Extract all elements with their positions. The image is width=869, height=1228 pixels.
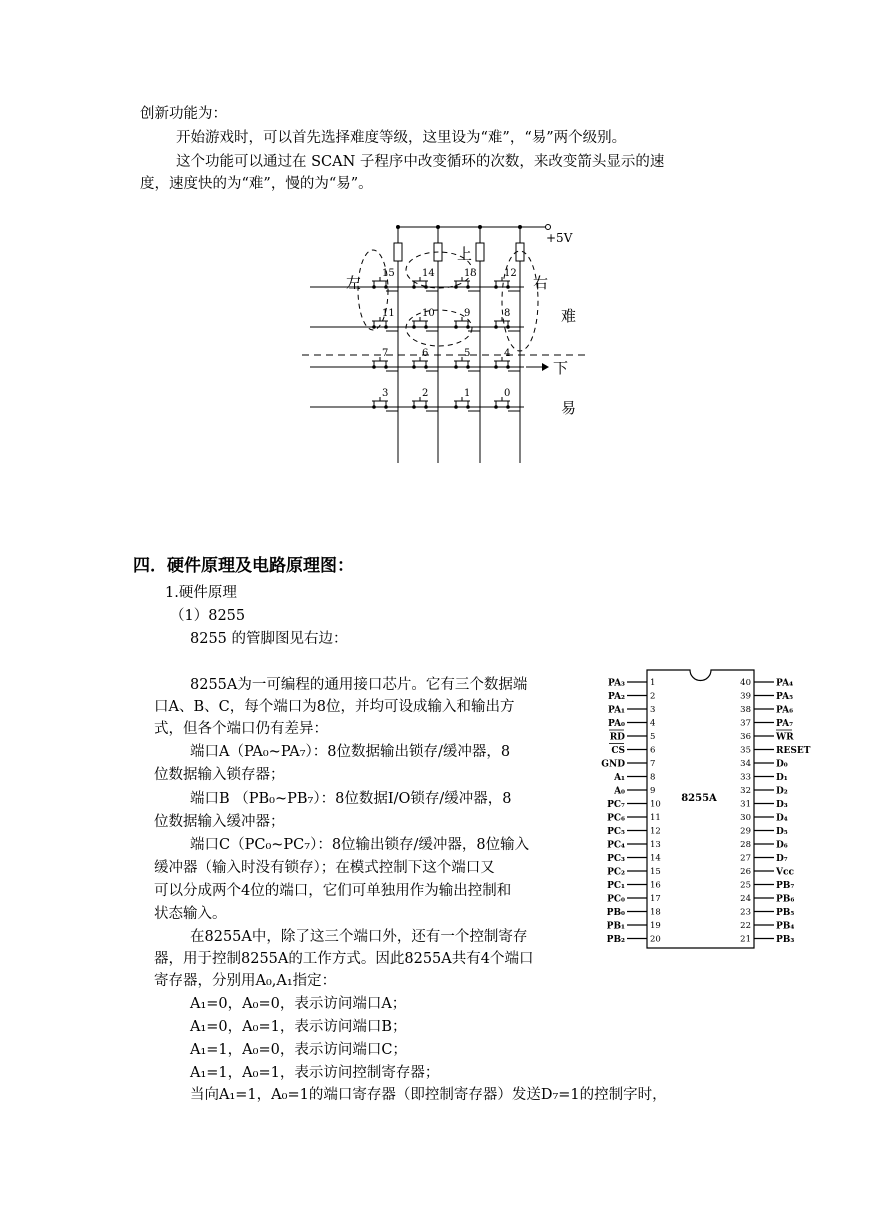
intro-paragraph-2b: 度，速度快的为“难”，慢的为“易”。 [140, 176, 373, 192]
keypad-circuit-diagram [290, 215, 610, 470]
key-number: 11 [382, 308, 395, 319]
body-line-l14: 寄存器，分别用A₀,A₁指定： [154, 973, 337, 989]
body-line-l7: 位数据输入缓冲器； [154, 814, 285, 830]
key-number: 15 [382, 268, 395, 279]
pin-number: 1 [650, 678, 656, 688]
pin-label: PB₁ [606, 921, 625, 932]
intro-heading: 创新功能为： [140, 106, 227, 122]
key-number: 3 [382, 388, 389, 399]
pin-number: 20 [650, 934, 661, 945]
section-title: 四．硬件原理及电路原理图： [133, 556, 354, 576]
pin-label: D₆ [776, 840, 788, 851]
pin-label: PC₂ [607, 867, 625, 878]
pin-label: PA₁ [607, 705, 625, 716]
pin-number: 14 [650, 853, 661, 864]
key-switch [494, 277, 520, 291]
pin-label: PC₆ [607, 813, 625, 824]
pin-label: D₁ [776, 773, 788, 783]
intro-paragraph-2a: 这个功能可以通过在 SCAN 子程序中改变循环的次数，来改变箭头显示的速 [176, 154, 665, 170]
level-easy-label: 易 [561, 399, 577, 417]
pin-label: A₀ [614, 786, 625, 797]
pin-label: A₁ [614, 773, 625, 783]
direction-right-label: 右 [533, 274, 549, 292]
body-line-l17: A₁=1，A₀=0，表示访问端口C； [190, 1042, 407, 1058]
pin-number: 29 [740, 826, 751, 837]
intro-paragraph-1: 开始游戏时，可以首先选择难度等级，这里设为“难”，“易”两个级别。 [176, 130, 627, 146]
subsection-hardware: 1.硬件原理 [165, 585, 237, 601]
pin-label: PB₅ [776, 908, 795, 918]
key-number: 6 [422, 348, 429, 359]
pin-label: PA₄ [776, 678, 794, 689]
pin-number: 9 [650, 786, 656, 796]
body-line-l15: A₁=0，A₀=0，表示访问端口A； [190, 996, 407, 1012]
pin-label: WR [776, 732, 794, 743]
pin-label: PA₀ [607, 719, 625, 729]
key-switch [494, 317, 520, 331]
body-line-l16: A₁=0，A₀=1，表示访问端口B； [190, 1019, 407, 1035]
body-line-l12: 在8255A中，除了这三个端口外，还有一个控制寄存 [190, 929, 528, 945]
direction-up-label: 上 [457, 245, 473, 263]
body-line-l9: 缓冲器（输入时没有锁存）；在模式控制下这个端口又 [154, 860, 495, 876]
key-switch [412, 397, 438, 411]
pin-label: D₀ [776, 759, 788, 770]
pin-number: 19 [650, 921, 661, 931]
pin-number: 27 [740, 853, 751, 864]
pin-label: PB₇ [776, 881, 795, 891]
pin-label: PC₀ [607, 894, 625, 905]
pin-label: PB₀ [606, 908, 625, 918]
pin-label: PA₆ [776, 705, 794, 716]
pin-number: 25 [740, 880, 751, 891]
pin-label: PB₂ [606, 935, 625, 945]
pin-number: 26 [740, 867, 751, 877]
pin-label: PC₁ [607, 881, 625, 891]
pin-number: 33 [740, 772, 751, 783]
pin-number: 28 [740, 840, 751, 850]
body-line-l11: 状态输入。 [154, 906, 227, 922]
pin-number: 35 [740, 745, 751, 756]
key-switch [412, 357, 438, 371]
pin-label: RESET [776, 746, 811, 756]
body-line-l3: 式，但各个端口仍有差异： [154, 721, 328, 737]
pin-label: PC₃ [607, 854, 625, 864]
pin-number: 34 [740, 759, 751, 769]
body-line-l6: 端口B （PB₀~PB₇）：8位数据I/O锁存/缓冲器，8 [190, 791, 512, 807]
pin-number: 4 [650, 718, 656, 729]
pin-number: 3 [650, 705, 656, 715]
vcc-label: +5V [546, 231, 573, 245]
pin-number: 11 [650, 813, 661, 823]
pin-number: 37 [740, 718, 751, 729]
pin-label: D₇ [776, 854, 788, 864]
pin-number: 2 [650, 691, 656, 702]
body-line-l19: 当向A₁=1，A₀=1的端口寄存器（即控制寄存器）发送D₇=1的控制字时， [190, 1087, 667, 1103]
key-number: 14 [422, 268, 435, 279]
pin-number: 39 [740, 691, 751, 702]
pin-number: 38 [740, 705, 751, 715]
key-number: 7 [382, 348, 389, 359]
key-number: 1 [464, 388, 471, 399]
key-switch [412, 317, 438, 331]
pin-label: PB₆ [776, 894, 795, 905]
key-switch [412, 277, 438, 291]
pin-note: 8255 的管脚图见右边： [190, 631, 348, 647]
pin-number: 12 [650, 826, 661, 837]
subsection-8255: （1）8255 [170, 608, 246, 624]
pin-label: GND [601, 759, 625, 770]
key-number: 2 [422, 388, 429, 399]
pin-number: 40 [740, 678, 751, 688]
pin-label: PA₂ [607, 692, 625, 702]
pin-label: PB₄ [776, 921, 795, 932]
chip-name: 8255A [681, 793, 717, 804]
pin-label: PC₄ [607, 840, 625, 851]
pin-label: D₂ [776, 786, 788, 797]
body-line-l8: 端口C（PC₀~PC₇）：8位输出锁存/缓冲器，8位输入 [190, 837, 530, 853]
body-line-l5: 位数据输入锁存器； [154, 767, 285, 783]
pin-label: Vcc [776, 867, 794, 878]
key-switch [454, 397, 480, 411]
pin-number: 18 [650, 907, 661, 918]
key-number: 12 [504, 268, 517, 279]
direction-down-label: 下 [553, 359, 569, 377]
key-switch [372, 357, 398, 371]
pin-number: 31 [740, 799, 751, 810]
pin-label: CS [611, 746, 625, 756]
direction-left-label: 左 [346, 274, 362, 292]
pin-number: 13 [650, 840, 661, 850]
key-number: 13 [464, 268, 477, 279]
key-switch [494, 397, 520, 411]
pin-number: 10 [650, 799, 661, 810]
key-number: 4 [504, 348, 511, 359]
body-line-l2: 口A、B、C，每个端口为8位，并均可设成输入和输出方 [154, 699, 515, 715]
pin-number: 17 [650, 894, 661, 904]
key-switch [494, 357, 520, 371]
pin-label: D₅ [776, 827, 788, 837]
body-line-l4: 端口A（PA₀~PA₇）：8位数据输出锁存/缓冲器，8 [190, 744, 511, 760]
pin-number: 16 [650, 880, 661, 891]
pin-label: D₃ [776, 800, 788, 810]
pin-number: 24 [740, 894, 751, 904]
pin-number: 7 [650, 759, 656, 769]
key-number: 10 [422, 308, 435, 319]
pin-label: PC₇ [607, 800, 625, 810]
pin-number: 6 [650, 745, 656, 756]
key-number: 9 [464, 308, 471, 319]
key-number: 0 [504, 388, 511, 399]
key-switch [372, 397, 398, 411]
pin-number: 5 [650, 732, 656, 742]
pin-number: 32 [740, 786, 751, 796]
body-line-l18: A₁=1，A₀=1，表示访问控制寄存器； [190, 1065, 440, 1081]
pin-number: 15 [650, 867, 661, 877]
pin-label: RD [609, 732, 625, 743]
body-line-l1: 8255A为一可编程的通用接口芯片。它有三个数据端 [190, 677, 528, 693]
pin-number: 30 [740, 813, 751, 823]
chip-8255a-pinout [592, 660, 814, 952]
key-switch [454, 357, 480, 371]
pin-number: 21 [740, 934, 751, 945]
key-switch [372, 277, 398, 291]
pin-label: PA₃ [607, 678, 625, 689]
body-line-l10: 可以分成两个4位的端口，它们可单独用作为输出控制和 [154, 883, 512, 899]
key-switch [372, 317, 398, 331]
pin-label: PA₇ [776, 719, 794, 729]
key-switch [454, 317, 480, 331]
key-number: 5 [464, 348, 471, 359]
key-number: 8 [504, 308, 511, 319]
pin-label: D₄ [776, 813, 788, 824]
pin-number: 23 [740, 907, 751, 918]
pin-number: 8 [650, 772, 656, 783]
pin-label: PA₅ [776, 692, 794, 702]
pin-number: 22 [740, 921, 751, 931]
level-hard-label: 难 [561, 307, 577, 325]
pin-number: 36 [740, 732, 751, 742]
pin-label: PB₃ [776, 935, 795, 945]
pin-label: PC₅ [607, 827, 625, 837]
body-line-l13: 器，用于控制8255A的工作方式。因此8255A共有4个端口 [154, 951, 534, 967]
